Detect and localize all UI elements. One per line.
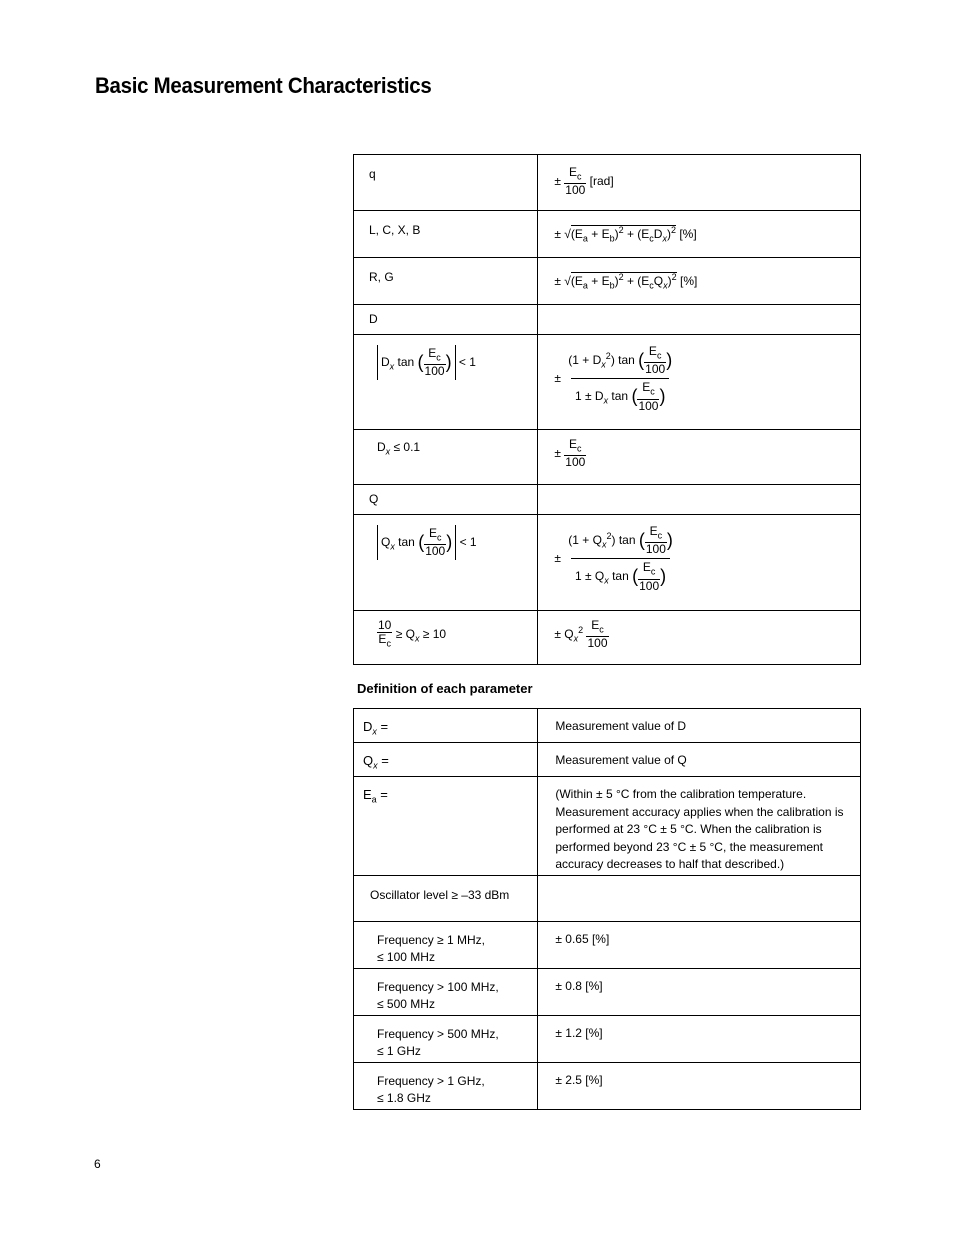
param-cell: $D_x$ = [354, 709, 538, 743]
value-cell: ± 0.65 [%] [538, 922, 861, 969]
table-row [354, 305, 861, 335]
param-cell: L, C, X, B [354, 211, 538, 258]
param-cell: Frequency > 1 GHz, ≤ 1.8 GHz [354, 1063, 538, 1110]
value-cell: ± 2.5 [%] [538, 1063, 861, 1110]
param-cell: Q [354, 485, 538, 515]
value-cell: ± 0.8 [%] [538, 969, 861, 1016]
formula-cell: ± $√(E_a + E_b)^2 + (E_cQ_x)^2$ [%] [538, 258, 861, 305]
table-row [354, 335, 861, 430]
table-row [354, 155, 861, 211]
table-row [354, 969, 861, 1016]
table-row [354, 258, 861, 305]
formula-cell [538, 305, 861, 335]
param-cell: q [354, 155, 538, 211]
param-cell: Frequency > 100 MHz, ≤ 500 MHz [354, 969, 538, 1016]
formula-cell: ± $\frac{E_c}{100}$ [rad] [538, 155, 861, 211]
accuracy-table [353, 154, 861, 665]
table-row [354, 922, 861, 969]
table-row [354, 1063, 861, 1110]
formula-cell: ± $\frac{E_c}{100}$ [538, 430, 861, 485]
formula-cell: ± $(1 + Q_x^2)$ tan ( $\frac{E_c}{100}$ ) $1 \pm Q_x$ tan ( $\frac{E_c}{100}$ ) [538, 515, 861, 611]
param-cell: $\frac{10}{E_c}$ ≥ $Q_x \ge 10$ [354, 611, 538, 665]
param-cell: $D_x$ tan ( $\frac{E_c}{100}$ ) < 1 [354, 335, 538, 430]
table-row [354, 485, 861, 515]
formula-cell: ± $√(E_a + E_b)^2 + (E_cD_x)^2$ [%] [538, 211, 861, 258]
param-cell: $Q_x$ = [354, 743, 538, 777]
page-number: 6 [94, 1157, 101, 1171]
table-row [354, 430, 861, 485]
param-cell: R, G [354, 258, 538, 305]
param-cell: Frequency ≥ 1 MHz, ≤ 100 MHz [354, 922, 538, 969]
formula-cell: ± $Q_x^2$ $\frac{E_c}{100}$ [538, 611, 861, 665]
table-row [354, 743, 861, 777]
param-cell: Frequency > 500 MHz, ≤ 1 GHz [354, 1016, 538, 1063]
param-cell: $Q_x$ tan ( $\frac{E_c}{100}$ ) < 1 [354, 515, 538, 611]
table-row [354, 211, 861, 258]
formula-cell: ± $(1 + D_x^2)$ tan ( $\frac{E_c}{100}$ ) $1 \pm D_x$ tan ( $\frac{E_c}{100}$ ) [538, 335, 861, 430]
table-row [354, 611, 861, 665]
param-cell: Oscillator level ≥ –33 dBm [354, 876, 538, 922]
table-row [354, 709, 861, 743]
page-title: Basic Measurement Characteristics [95, 73, 432, 98]
table-row [354, 515, 861, 611]
table-row [354, 1016, 861, 1063]
param-cell: D [354, 305, 538, 335]
definition-table [353, 708, 861, 1110]
value-cell [538, 876, 861, 922]
value-cell: Measurement value of Q [538, 743, 861, 777]
value-cell: ± 1.2 [%] [538, 1016, 861, 1063]
table-row [354, 777, 861, 876]
param-cell: $D_x \le 0.1$ [354, 430, 538, 485]
param-cell: $E_a$ = [354, 777, 538, 876]
value-cell: Measurement value of D [538, 709, 861, 743]
formula-cell [538, 485, 861, 515]
section-heading: Definition of each parameter [357, 681, 533, 696]
table-row [354, 876, 861, 922]
value-cell: (Within ± 5 °C from the calibration temperature. Measurement accuracy applies when the calibration is performed at 23 °C ± 5 °C. When the calibration is performed beyond 23 °C ± 5 °C, the measurement accuracy decreases to half that described.) [538, 777, 861, 876]
